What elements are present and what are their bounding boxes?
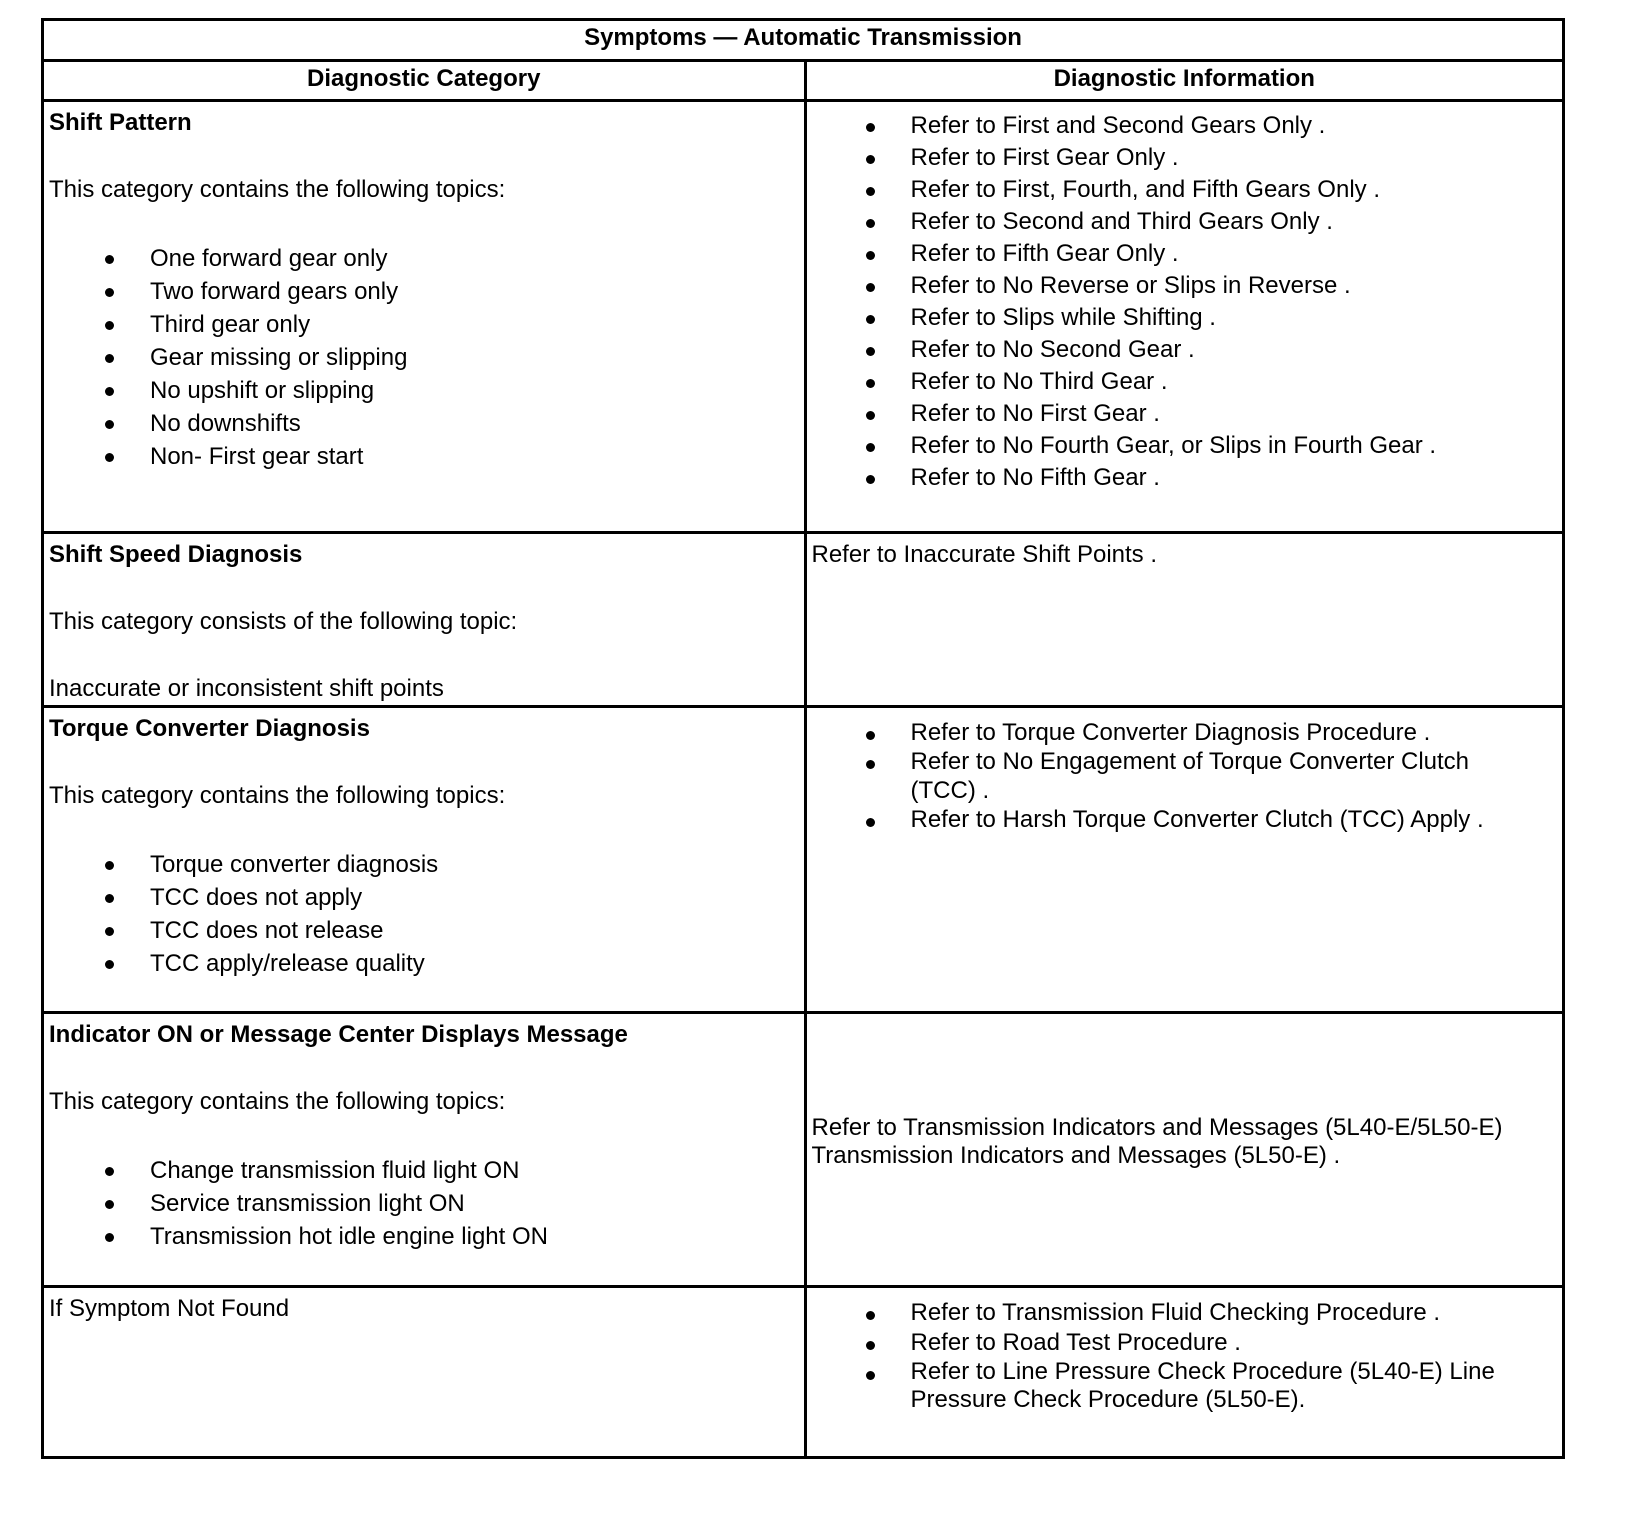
table-row <box>43 1287 1564 1458</box>
list-item: Two forward gears only <box>49 275 804 308</box>
reference-list <box>807 110 1563 494</box>
category-cell <box>43 101 806 533</box>
information-cell <box>805 707 1564 1013</box>
reference-item: Refer to Second and Third Gears Only . <box>807 206 1563 238</box>
reference-list <box>807 1298 1563 1414</box>
reference-item: Refer to First and Second Gears Only . <box>807 110 1563 142</box>
reference-line: Refer to Transmission Indicators and Messages (5L40-E/5L50-E) <box>811 1113 1503 1141</box>
list-item: No upshift or slipping <box>49 374 804 407</box>
table-row <box>43 1013 1564 1287</box>
category-cell <box>43 707 806 1013</box>
category-description: This category contains the following topics: <box>49 176 506 203</box>
table-row <box>43 707 1564 1013</box>
category-name: Shift Pattern <box>49 109 192 136</box>
symptoms-table <box>41 18 1565 1459</box>
reference-item: Refer to No Second Gear . <box>807 334 1563 366</box>
reference-item: Refer to No Third Gear . <box>807 366 1563 398</box>
reference-item: Refer to First, Fourth, and Fifth Gears Only . <box>807 174 1563 206</box>
table-title: Symptoms — Automatic Transmission <box>43 20 1564 61</box>
reference-text <box>812 1114 1563 1170</box>
reference-item: Refer to First Gear Only . <box>807 142 1563 174</box>
reference-line: Transmission Indicators and Messages (5L50-E) . <box>811 1141 1341 1169</box>
category-cell <box>43 1287 806 1458</box>
list-item: Third gear only <box>49 308 804 341</box>
list-item: Torque converter diagnosis <box>49 848 804 881</box>
reference-item: Refer to Harsh Torque Converter Clutch (TCC) Apply . <box>807 805 1563 834</box>
reference-item: Refer to No Engagement of Torque Converter Clutch (TCC) . <box>807 747 1563 805</box>
category-description: This category contains the following topics: <box>49 1088 506 1115</box>
information-cell <box>805 1013 1564 1287</box>
topic-list <box>49 848 804 980</box>
topic-line: Inaccurate or inconsistent shift points <box>49 675 444 702</box>
reference-item: Refer to Line Pressure Check Procedure (5L40-E) Line Pressure Check Procedure (5L50-E). <box>807 1358 1563 1414</box>
reference-item: Refer to Road Test Procedure . <box>807 1328 1563 1358</box>
table-row <box>43 533 1564 707</box>
list-item: Gear missing or slipping <box>49 341 804 374</box>
reference-item: Refer to Torque Converter Diagnosis Procedure . <box>807 718 1563 747</box>
category-name: Shift Speed Diagnosis <box>49 541 303 568</box>
list-item: TCC apply/release quality <box>49 947 804 980</box>
list-item: Transmission hot idle engine light ON <box>49 1220 804 1253</box>
reference-item: Refer to No Fifth Gear . <box>807 462 1563 494</box>
list-item: Non- First gear start <box>49 440 804 473</box>
category-description: This category contains the following topics: <box>49 782 506 809</box>
list-item: Change transmission fluid light ON <box>49 1154 804 1187</box>
category-cell <box>43 533 806 707</box>
information-cell <box>805 101 1564 533</box>
topic-list <box>49 1154 804 1253</box>
column-header-category: Diagnostic Category <box>43 61 806 101</box>
table-row <box>43 101 1564 533</box>
category-name: Indicator ON or Message Center Displays Message <box>49 1021 628 1048</box>
category-cell <box>43 1013 806 1287</box>
list-item: No downshifts <box>49 407 804 440</box>
reference-item: Refer to Fifth Gear Only . <box>807 238 1563 270</box>
category-name: If Symptom Not Found <box>49 1295 290 1322</box>
information-cell <box>805 533 1564 707</box>
list-item: TCC does not apply <box>49 881 804 914</box>
reference-item: Refer to No Fourth Gear, or Slips in Fourth Gear . <box>807 430 1563 462</box>
reference-item: Refer to No First Gear . <box>807 398 1563 430</box>
list-item: One forward gear only <box>49 242 804 275</box>
reference-item: Refer to Slips while Shifting . <box>807 302 1563 334</box>
reference-text: Refer to Inaccurate Shift Points . <box>811 541 1158 568</box>
list-item: Service transmission light ON <box>49 1187 804 1220</box>
topic-list <box>49 242 804 473</box>
category-description: This category consists of the following topic: <box>49 608 518 635</box>
reference-item: Refer to No Reverse or Slips in Reverse . <box>807 270 1563 302</box>
category-name: Torque Converter Diagnosis <box>49 715 370 742</box>
list-item: TCC does not release <box>49 914 804 947</box>
reference-list <box>807 718 1563 834</box>
reference-item: Refer to Transmission Fluid Checking Procedure . <box>807 1298 1563 1328</box>
information-cell <box>805 1287 1564 1458</box>
column-header-information: Diagnostic Information <box>805 61 1564 101</box>
